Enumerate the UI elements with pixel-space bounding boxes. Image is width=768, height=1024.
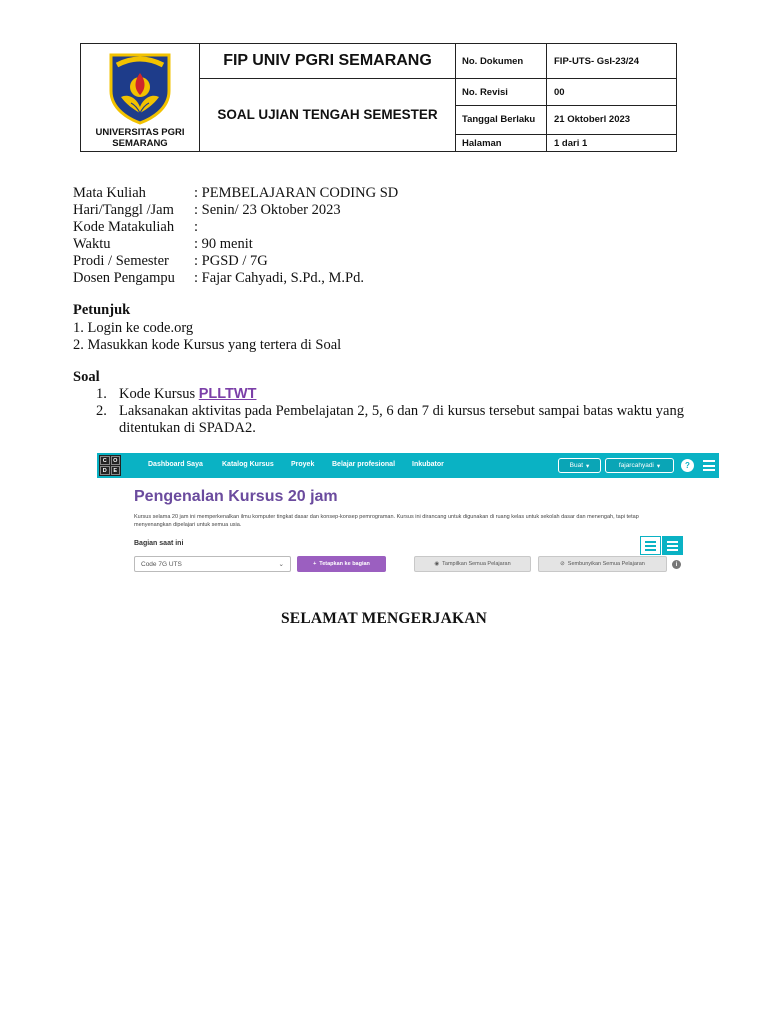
item-number: 1. [96, 386, 107, 402]
exam-title: SOAL UJIAN TENGAH SEMESTER [200, 79, 456, 151]
petunjuk-item: 1. Login ke code.org [73, 320, 194, 336]
revision-value: 00 [547, 79, 677, 106]
code-org-logo[interactable] [99, 455, 121, 476]
nav-incubator[interactable]: Inkubator [412, 461, 444, 468]
info-key: Mata Kuliah [73, 185, 146, 201]
user-label: fajarcahyadi [618, 462, 654, 469]
page-value: 1 dari 1 [554, 137, 588, 149]
info-value: : Fajar Cahyadi, S.Pd., M.Pd. [194, 270, 364, 286]
item-text-prefix: Kode Kursus [119, 386, 199, 402]
course-title: Pengenalan Kursus 20 jam [134, 488, 338, 505]
create-button[interactable] [558, 458, 601, 473]
nav-dashboard[interactable]: Dashboard Saya [148, 461, 203, 468]
info-icon[interactable]: i [672, 560, 681, 569]
assign-label: Tetapkan ke bagian [319, 561, 370, 567]
info-row [73, 219, 398, 236]
closing-text: SELAMAT MENGERJAKAN [280, 610, 488, 627]
logo-letter: O [111, 456, 121, 465]
item-text: Laksanakan aktivitas pada Pembelajatan 2, 5, 6 dan 7 di kursus tersebut sampai batas waktu yang ditentukan di SPADA2. [119, 403, 684, 436]
doc-number-label: No. Dokumen [456, 44, 547, 79]
info-row [73, 202, 398, 219]
list-item [96, 386, 696, 403]
info-row [73, 236, 398, 253]
eye-slash-icon: ⊘ [560, 561, 565, 567]
info-key: Hari/Tanggl /Jam [73, 202, 174, 218]
revision-label: No. Revisi [456, 79, 547, 106]
info-key: Kode Matakuliah [73, 219, 175, 235]
info-key: Prodi / Semester [73, 253, 169, 269]
logo-cell [81, 44, 200, 151]
create-label: Buat [569, 462, 584, 469]
page-label: Halaman [456, 135, 547, 151]
user-menu-button[interactable] [605, 458, 674, 473]
chevron-down-icon: ⌄ [278, 561, 284, 568]
info-row [73, 270, 398, 287]
info-value: : PGSD / 7G [194, 253, 268, 269]
info-row [73, 253, 398, 270]
list-item [96, 403, 696, 437]
item-number: 2. [96, 403, 107, 419]
chevron-down-icon: ▾ [586, 462, 590, 470]
info-value: : [194, 219, 199, 235]
help-icon[interactable]: ? [681, 459, 694, 472]
plus-icon: + [313, 561, 317, 567]
info-key: Dosen Pengampu [73, 270, 175, 286]
exam-info [73, 185, 398, 287]
list-view-toggle[interactable] [640, 536, 661, 555]
logo-letter: E [111, 466, 121, 475]
info-value: : 90 menit [194, 236, 253, 252]
effective-date-value: 21 Oktoberl 2023 [547, 106, 677, 135]
university-crest-icon [107, 51, 173, 125]
hamburger-menu-icon[interactable] [703, 460, 715, 471]
university-name: UNIVERSITAS PGRI SEMARANG [95, 127, 185, 149]
petunjuk-item: 2. Masukkan kode Kursus yang tertera di Soal [73, 337, 342, 353]
nav-catalog[interactable]: Katalog Kursus [222, 461, 274, 468]
info-key: Waktu [73, 236, 111, 252]
assign-section-button[interactable] [297, 556, 386, 572]
info-row [73, 185, 398, 202]
course-code-link[interactable]: PLLTWT [198, 386, 257, 402]
chevron-down-icon: ▾ [656, 462, 661, 470]
soal-heading: Soal [73, 369, 100, 385]
logo-letter: D [100, 466, 110, 475]
top-nav [97, 453, 719, 478]
section-select-value: Code 7G UTS [141, 560, 182, 568]
item-text [119, 386, 256, 403]
show-all-lessons-button[interactable] [414, 556, 531, 572]
detail-view-toggle[interactable] [662, 536, 683, 555]
effective-date-label: Tanggal Berlaku [456, 106, 547, 135]
faculty-title: FIP UNIV PGRI SEMARANG [200, 44, 456, 79]
info-value: : Senin/ 23 Oktober 2023 [194, 202, 341, 218]
section-label: Bagian saat ini [134, 540, 184, 547]
logo-letter: C [100, 456, 110, 465]
info-value: : PEMBELAJARAN CODING SD [194, 185, 399, 201]
code-org-screenshot [97, 453, 719, 579]
hide-all-label: Sembunyikan Semua Pelajaran [567, 561, 645, 567]
hide-all-lessons-button[interactable] [538, 556, 667, 572]
eye-icon: ◉ [434, 561, 440, 567]
course-description: Kursus selama 20 jam ini memperkenalkan ilmu komputer tingkat dasar dan konsep-konsep pemrograman. Kursus ini dirancang untuk digunakan di ruang kelas untuk sekolah dasar dan menengah, tapi tetap menyenangkan dipelajari untuk semua usia. [134, 514, 639, 528]
nav-professional[interactable]: Belajar profesional [332, 461, 396, 468]
nav-projects[interactable]: Proyek [291, 461, 315, 468]
petunjuk-heading: Petunjuk [73, 302, 131, 318]
document-header-table [80, 43, 677, 152]
show-all-label: Tampilkan Semua Pelajaran [442, 561, 511, 567]
soal-list [96, 386, 696, 437]
doc-number-value: FIP-UTS- GsI-23/24 [547, 44, 677, 79]
section-select[interactable] [134, 556, 291, 572]
